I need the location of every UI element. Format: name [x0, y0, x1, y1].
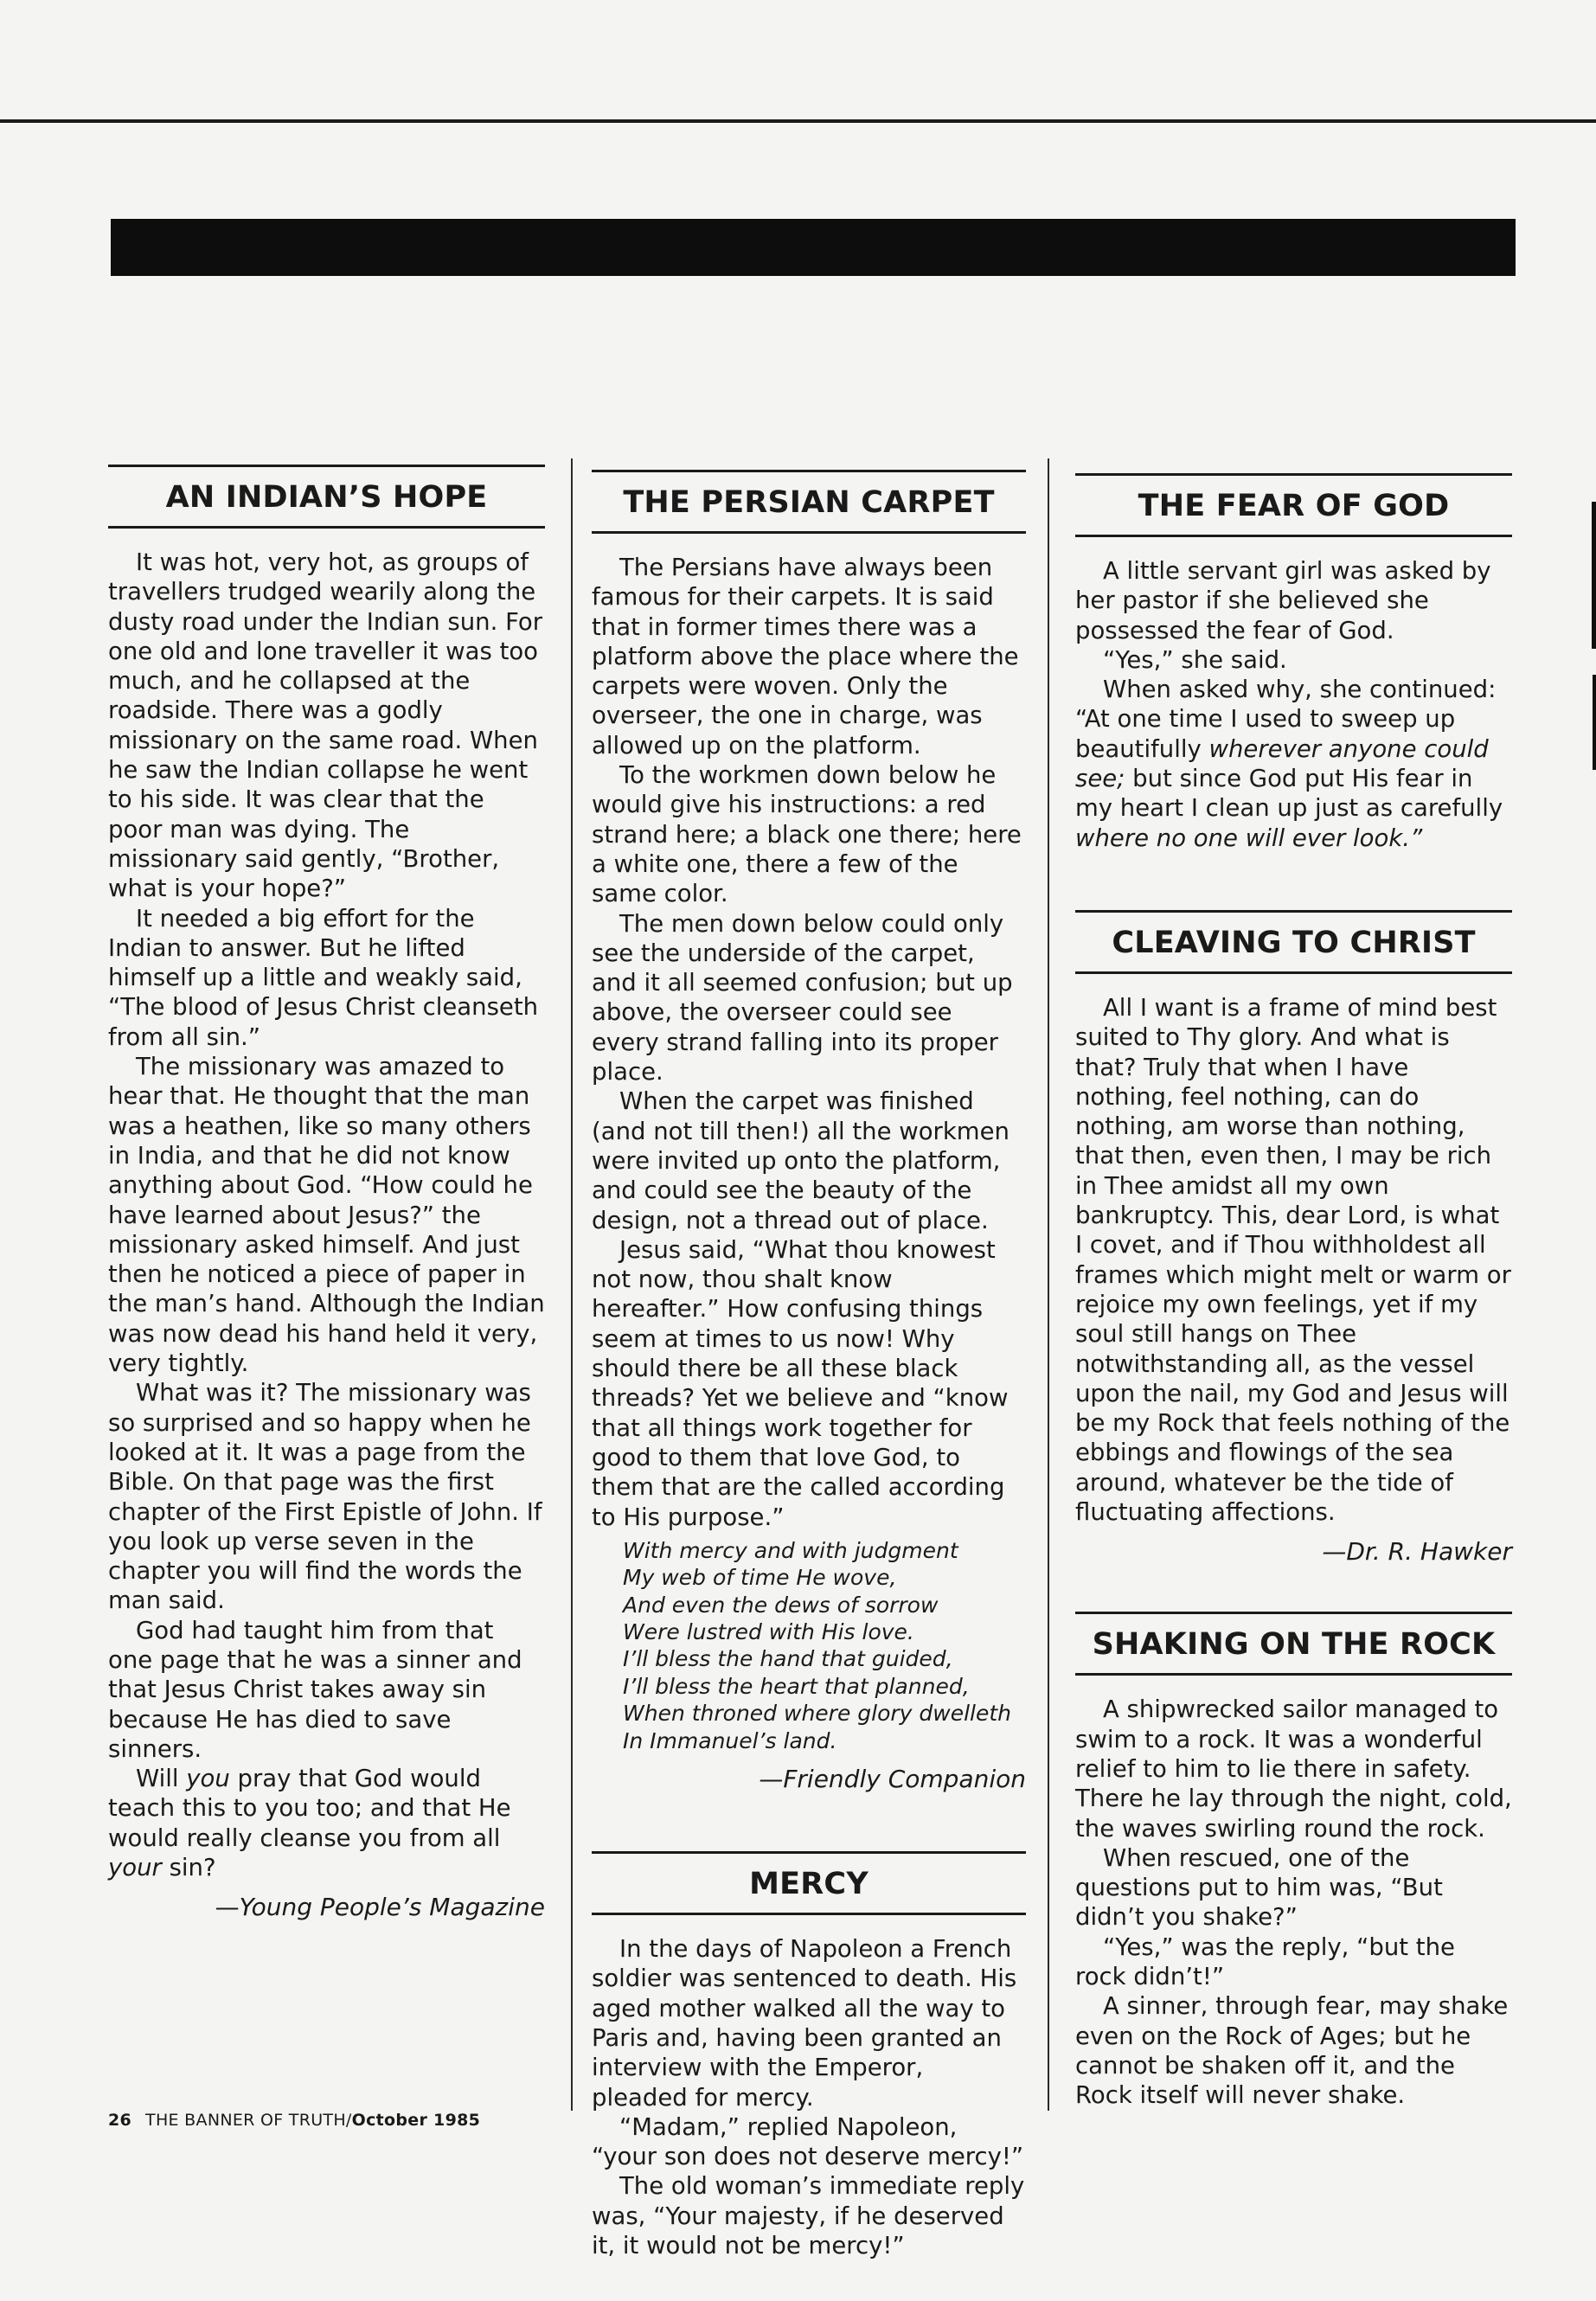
poem-line: I’ll bless the heart that planned, — [623, 1673, 970, 1699]
paragraph: Jesus said, “What thou knowest not now, thou shalt know hereafter.” How confusing things seem at times to us now! Why should there be all these black threads? Yet we believe and “know that all things work together for good to them that love God, to them that are the called according to His purpose.” — [592, 1235, 1009, 1531]
paragraph: “Madam,” replied Napoleon, “your son does not deserve mercy!” — [592, 2112, 1024, 2171]
text-run: sin? — [161, 1854, 216, 1882]
paragraph: It needed a big effort for the Indian to answer. But he lifted himself up a little and weakly said, “The blood of Jesus Christ cleanseth from all sin.” — [108, 904, 539, 1051]
poem-line: In Immanuel’s land. — [623, 1727, 837, 1753]
paragraph: The missionary was amazed to hear that. He thought that the man was a heathen, like so many others in India, and that he did not know anything about God. “How could he have learned about Jesus?” the missionary asked himself. And just then he noticed a piece of paper in the man’s hand. Although the Indian was now dead his hand held it very, very tightly. — [108, 1053, 545, 1378]
column-divider-left — [571, 458, 573, 2111]
article-title-cleaving-to-christ: CLEAVING TO CHRIST — [1075, 910, 1512, 974]
article-body-shaking-on-the-rock — [1075, 1695, 1512, 2110]
paragraph: It was hot, very hot, as groups of travellers trudged wearily along the dusty road under the Indian sun. For one old and lone traveller it was too much, and he collapsed at the roadside. There was a godly missionary on the same road. When he saw the Indian collapse he went to his side. It was clear that the poor man was dying. The missionary said gently, “Brother, what is your hope?” — [108, 548, 543, 903]
poem-line: And even the dews of sorrow — [623, 1592, 939, 1618]
publication-name: THE BANNER OF TRUTH/ — [145, 2111, 352, 2130]
article-title-mercy: MERCY — [592, 1851, 1026, 1915]
article-title-persian-carpet: THE PERSIAN CARPET — [592, 470, 1026, 534]
article-title-shaking-on-the-rock: SHAKING ON THE ROCK — [1075, 1612, 1512, 1676]
text-run: Will — [136, 1765, 187, 1793]
paragraph: “Yes,” was the reply, “but the rock didn’t!” — [1075, 1932, 1455, 1990]
attribution: —Dr. R. Hawker — [1322, 1537, 1512, 1567]
article-title-indians-hope: AN INDIAN’S HOPE — [108, 465, 545, 529]
paragraph — [108, 1764, 545, 1882]
poem-line: When throned where glory dwelleth — [623, 1701, 1012, 1727]
paragraph — [1075, 675, 1512, 853]
column-divider-right — [1048, 458, 1049, 2111]
emphasis: wherever anyone could see; — [1075, 734, 1489, 793]
paragraph: When the carpet was finished (and not till then!) all the workmen were invited up onto the platform, and could see the beauty of the design, not a thread out of place. — [592, 1087, 1010, 1234]
paragraph: When rescued, one of the questions put to him was, “But didn’t you shake?” — [1075, 1843, 1443, 1932]
top-rule — [0, 119, 1596, 123]
column-left — [108, 465, 545, 1922]
poem-line: My web of time He wove, — [623, 1565, 897, 1591]
article-body-persian-carpet — [592, 553, 1026, 1532]
poem — [623, 1537, 1026, 1754]
paragraph: The men down below could only see the underside of the carpet, and it all seemed confusion; but up above, the overseer could see every strand falling into its proper place. — [592, 909, 1013, 1086]
column-middle — [592, 470, 1026, 2260]
poem-line: With mercy and with judgment — [623, 1537, 958, 1563]
poem-line: I’ll bless the hand that guided, — [623, 1646, 953, 1672]
emphasis: where no one will ever look.” — [1075, 824, 1423, 852]
attribution: —Friendly Companion — [759, 1765, 1026, 1794]
text-run: pray that God would teach this to you too; and that He would really cleanse you from all — [108, 1765, 511, 1852]
emphasis: you — [186, 1765, 230, 1793]
column-right — [1075, 473, 1512, 2110]
article-body-fear-of-god — [1075, 556, 1512, 853]
issue-date: October 1985 — [351, 2111, 481, 2130]
emphasis: your — [108, 1854, 162, 1882]
poem-line: Were lustred with His love. — [623, 1619, 914, 1645]
article-body-mercy — [592, 1934, 1026, 2260]
page-footer — [108, 2111, 480, 2130]
text-run: When asked why, she continued: “At one time I used to sweep up beautifully — [1075, 676, 1497, 763]
paragraph: “Yes,” she said. — [1103, 645, 1287, 674]
edge-mark — [1592, 502, 1596, 649]
paragraph: What was it? The missionary was so surprised and so happy when he looked at it. It was a page from the Bible. On that page was the first chapter of the First Epistle of John. If you look up verse seven in the chapter you will find the words the man said. — [108, 1379, 542, 1615]
paragraph: A little servant girl was asked by her pastor if she believed she possessed the fear of God. — [1075, 557, 1491, 644]
text-run: but since God put His fear in my heart I clean up just as carefully — [1075, 765, 1503, 823]
article-title-fear-of-god: THE FEAR OF GOD — [1075, 473, 1512, 537]
article-body-indians-hope — [108, 548, 545, 1882]
paragraph: To the workmen down below he would give his instructions: a red strand here; a black one there; here a white one, there a few of the same color. — [592, 761, 1022, 908]
paragraph: A shipwrecked sailor managed to swim to a rock. It was a wonderful relief to him to lie there in safety. There he lay through the night, cold, the waves swirling round the rock. — [1075, 1695, 1512, 1843]
paragraph: A sinner, through fear, may shake even on the Rock of Ages; but he cannot be shaken off it, and the Rock itself will never shake. — [1075, 1992, 1509, 2110]
paragraph: All I want is a frame of mind best suited to Thy glory. And what is that? Truly that when I have nothing, feel nothing, can do nothing, am worse than nothing, that then, even then, I may be rich in Thee amidst all my own bankruptcy. This, dear Lord, is what I covet, and if Thou withholdest all frames which might melt or warm or rejoice my own feelings, yet if my soul still hangs on Thee notwithstanding all, as the vessel upon the nail, my God and Jesus will be my Rock that feels nothing of the ebbings and flowings of the sea around, whatever be the tide of fluctuating affections. — [1075, 993, 1511, 1527]
paragraph: The old woman’s immediate reply was, “Your majesty, if he deserved it, it would not be mercy!” — [592, 2172, 1025, 2260]
page-number: 26 — [108, 2111, 132, 2130]
paragraph: In the days of Napoleon a French soldier was sentenced to death. His aged mother walked all the way to Paris and, having been granted an interview with the Emperor, pleaded for mercy. — [592, 1935, 1017, 2112]
header-black-bar — [111, 219, 1516, 276]
paragraph: The Persians have always been famous for their carpets. It is said that in former times there was a platform above the place where the carpets were woven. Only the overseer, the one in charge, was allowed up on the platform. — [592, 554, 1019, 760]
attribution: —Young People’s Magazine — [215, 1893, 545, 1922]
paragraph: God had taught him from that one page that he was a sinner and that Jesus Christ takes away sin because He has died to save sinners. — [108, 1616, 522, 1763]
edge-mark — [1593, 675, 1596, 770]
article-body-cleaving-to-christ — [1075, 993, 1512, 1527]
